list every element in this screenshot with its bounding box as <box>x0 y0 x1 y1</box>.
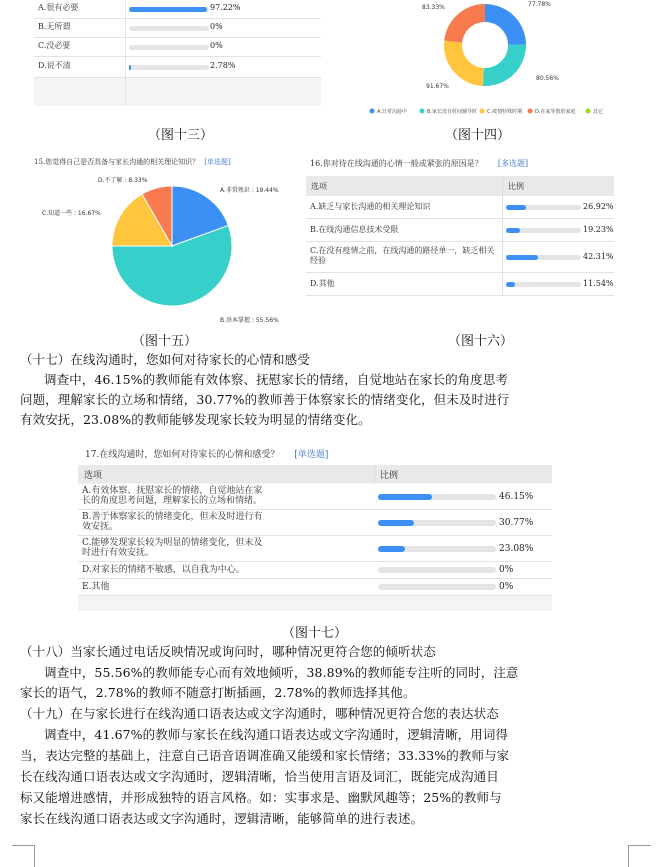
fig17-bar <box>378 520 496 526</box>
fig13-row-label: D.说不清 <box>38 61 71 70</box>
fig13-row-label: C.没必要 <box>38 41 71 50</box>
figure-17 <box>78 465 552 611</box>
fig13-row <box>34 38 321 57</box>
fig13-row-label: B.无所谓 <box>38 22 71 31</box>
fig17-row-label: A.有效体察、抚慰家长的情绪，自觉地站在家 <box>82 486 263 496</box>
fig16-bar <box>506 205 581 210</box>
fig16-bar <box>506 228 581 233</box>
fig16-row <box>306 196 614 219</box>
fig15-question: 15.您觉得自己是否具备与家长沟通的相关理论知识？ <box>34 158 200 166</box>
fig17-row-label: C.能够发现家长较为明显的情绪变化，但未及 <box>82 538 263 548</box>
fig17-bar <box>378 584 496 590</box>
fig13-bar <box>129 45 209 50</box>
fig16-bar-fill <box>506 205 526 210</box>
fig17-bar <box>378 546 496 552</box>
fig17-row <box>78 510 552 536</box>
fig17-row-label: 效安抚。 <box>82 522 119 532</box>
section-17-heading: （十七）在线沟通时，您如何对待家长的心情和感受 <box>20 352 310 367</box>
fig16-row-label: D.其他 <box>310 279 335 288</box>
page-corner-mark <box>12 845 34 846</box>
fig16-bar-fill <box>506 255 538 260</box>
fig16-pct: 19.23% <box>583 225 614 234</box>
fig17-bar-fill <box>378 520 414 526</box>
fig17-row <box>78 562 552 579</box>
fig16-header-ratio: 比例 <box>508 182 524 191</box>
caption-16: （图十六） <box>448 334 514 349</box>
section-17-line: 有效安抚，23.08%的教师能够发现家长较为明显的情绪变化。 <box>20 412 371 427</box>
section-18-heading: （十八）当家长通过电话反映情况或询问时，哪种情况更符合您的倾听状态 <box>20 644 436 659</box>
fig17-row-label: 时进行有效安抚。 <box>82 548 155 558</box>
caption-17: （图十七） <box>282 626 348 641</box>
donut-label: 83.33% <box>422 4 445 11</box>
fig13-bar <box>129 7 209 12</box>
section-19-line: 家长在线沟通口语表达或文字沟通时，逻辑清晰，能够简单的进行表述。 <box>20 811 424 826</box>
fig16-bar <box>506 255 581 260</box>
fig13-row <box>34 57 321 78</box>
pie-slice-label: D.不了解 : 8.33% <box>98 177 148 184</box>
fig17-header-ratio: 比例 <box>380 471 399 481</box>
section-17-line: 问题，理解家长的立场和情绪，30.77%的教师善于体察家长的情绪变化，但未及时进行 <box>20 392 510 407</box>
fig16-bar <box>506 282 581 287</box>
donut-legend <box>370 108 604 115</box>
figure-14-donut <box>360 0 650 118</box>
donut-label: 80.56% <box>536 75 559 82</box>
fig17-bar <box>378 567 496 573</box>
legend-item: A.日常沟通中 <box>377 109 407 115</box>
fig17-row <box>78 484 552 510</box>
fig17-row-label: 长的角度思考问题，理解家长的立场和情绪。 <box>82 496 263 506</box>
caption-14: （图十四） <box>445 128 511 143</box>
fig16-title <box>310 151 640 170</box>
fig17-bar-fill <box>378 494 432 500</box>
fig13-row-label: A.很有必要 <box>38 3 79 12</box>
fig16-row <box>306 273 614 296</box>
section-18-line: 调查中，55.56%的教师能专心而有效地倾听，38.89%的教师能专注听的同时，注意 <box>44 665 519 680</box>
fig13-divider <box>125 0 126 106</box>
fig16-type-tag: [多选题] <box>497 159 529 168</box>
fig17-row-label: B.善于体察家长的情绪变化，但未及时进行有 <box>82 512 263 522</box>
fig15-type-tag: [单选题] <box>204 158 231 166</box>
fig17-question: 17.在线沟通时，您如何对待家长的心情和感受？ <box>85 450 280 460</box>
fig17-pct: 23.08% <box>499 544 534 554</box>
fig16-pct: 26.92% <box>583 202 614 211</box>
fig16-row-label: A.缺乏与家长沟通的相关理论知识 <box>310 202 431 211</box>
fig17-pct: 30.77% <box>499 518 534 528</box>
fig17-row-label: D.对家长的情绪不敏感，以自我为中心。 <box>82 565 245 575</box>
fig13-bar-fill <box>129 65 131 70</box>
fig17-title <box>85 442 565 461</box>
fig16-bar-fill <box>506 282 515 287</box>
legend-item: 其它 <box>593 109 604 115</box>
figure-16 <box>306 176 614 306</box>
section-17-line: 调查中，46.15%的教师能有效体察、抚慰家长的情绪，自觉地站在家长的角度思考 <box>44 372 509 387</box>
fig17-pct: 0% <box>499 582 514 592</box>
section-18-line: 家长的语气，2.78%的教师不随意打断插画，2.78%的教师选择其他。 <box>20 685 416 700</box>
caption-15: （图十五） <box>132 334 198 349</box>
fig16-header <box>306 176 614 196</box>
fig17-bar <box>378 494 496 500</box>
caption-13: （图十三） <box>148 128 214 143</box>
fig17-row <box>78 536 552 562</box>
fig16-pct: 11.54% <box>583 279 614 288</box>
fig17-type-tag: [单选题] <box>294 450 329 460</box>
fig16-row <box>306 219 614 242</box>
section-19-line: 调查中，41.67%的教师与家长在线沟通口语表达或文字沟通时，逻辑清晰，用词得 <box>44 727 509 742</box>
fig13-pct: 2.78% <box>210 61 236 70</box>
figure-15-pie <box>34 160 334 330</box>
fig17-row <box>78 579 552 596</box>
page-corner-mark <box>629 845 651 846</box>
fig13-pct: 0% <box>210 41 223 50</box>
donut-label: 91.67% <box>426 83 449 90</box>
section-19-line: 当，表达完整的基础上，注意自己语音语调准确又能缓和家长情绪；33.33%的教师与家 <box>20 748 510 763</box>
fig13-bar-fill <box>129 7 207 12</box>
fig16-row-label: B.在线沟通信息技术受限 <box>310 225 399 234</box>
fig16-header-option: 选项 <box>311 182 327 191</box>
fig13-pct: 97.22% <box>210 3 241 12</box>
fig16-question: 16.你对待在线沟通的心情一般或紧张的原因是？ <box>310 159 483 168</box>
fig17-bar-fill <box>378 546 405 552</box>
fig16-row-label: C.在没有疫情之前，在线沟通的路径单一，缺乏相关经验 <box>310 246 495 265</box>
fig13-row <box>34 19 321 38</box>
section-19-line: 长在线沟通口语表达或文字沟通时，逻辑清晰，恰当使用言语及词汇，既能完成沟通目 <box>20 769 499 784</box>
legend-item: C.疫情特殊时期 <box>487 109 523 115</box>
legend-item: D.在家等教的家庭 <box>535 109 576 115</box>
page-corner-mark <box>628 845 629 867</box>
donut-label: 77.78% <box>528 1 551 8</box>
figure-13 <box>34 0 321 106</box>
pie-slice-label: C.知道一些 : 16.67% <box>42 210 101 217</box>
fig16-bar-fill <box>506 228 520 233</box>
page-corner-mark <box>34 845 35 867</box>
fig13-pct: 0% <box>210 22 223 31</box>
fig17-pct: 0% <box>499 565 514 575</box>
fig17-header-option: 选项 <box>84 471 103 481</box>
section-19-line: 标又能增进感情，并形成独特的语言风格。如：实事求是、幽默风趣等；25%的教师与 <box>20 790 502 805</box>
fig17-row-label: E.其他 <box>82 582 110 592</box>
pie-slice-label: A.非常熟识 : 19.44% <box>220 187 279 194</box>
fig13-bar <box>129 65 209 70</box>
legend-item: B.家长没有时间辅导时 <box>427 109 478 115</box>
fig13-row <box>34 0 321 19</box>
pie-slice-label: B.基本掌握 : 55.56% <box>220 317 279 324</box>
fig13-bar <box>129 26 209 31</box>
fig16-row <box>306 242 614 273</box>
fig17-header <box>78 465 552 483</box>
fig17-pct: 46.15% <box>499 492 534 502</box>
section-19-heading: （十九）在与家长进行在线沟通口语表达或文字沟通时，哪种情况更符合您的表达状态 <box>20 706 499 721</box>
fig16-pct: 42.31% <box>583 252 614 261</box>
